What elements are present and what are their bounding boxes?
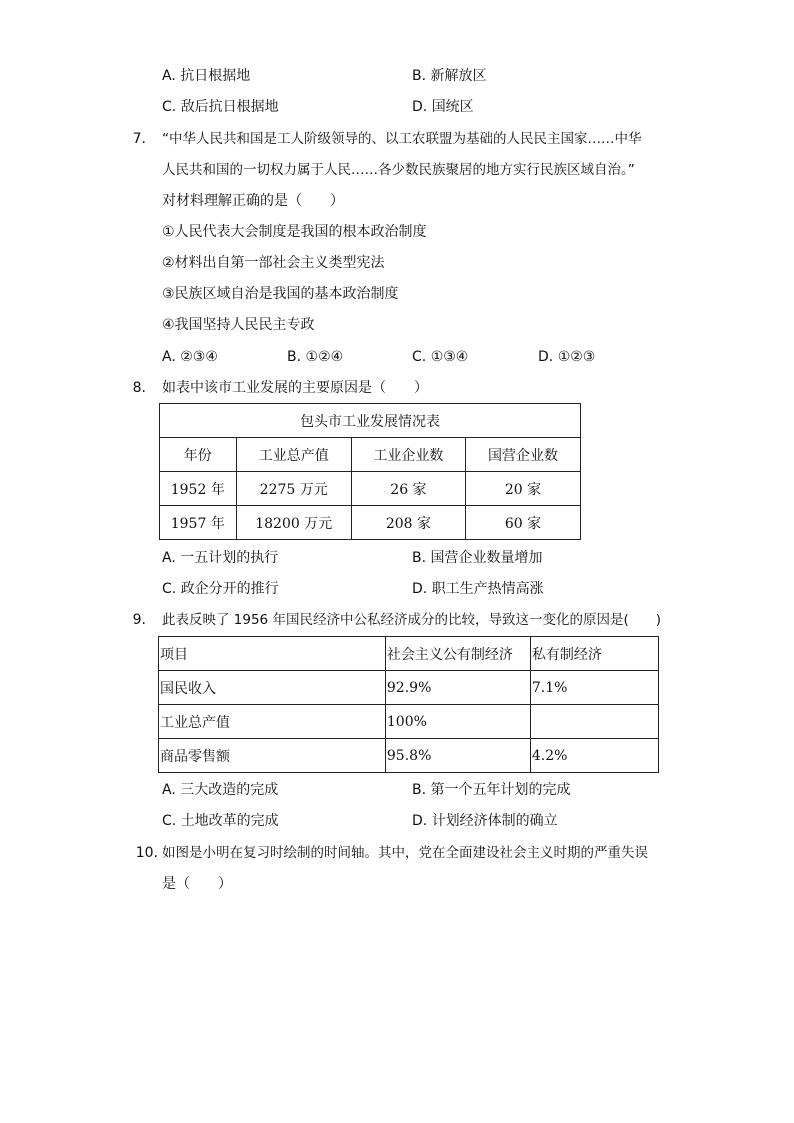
q6-option-b[interactable]: B. 新解放区 [412, 68, 487, 84]
q7-statement-1: ①人民代表大会制度是我国的根本政治制度 [162, 224, 427, 240]
q9-table [158, 636, 659, 773]
q7-option-b[interactable]: B. ①②④ [287, 349, 344, 365]
q8-table-title: 包头市工业发展情况表 [160, 404, 581, 438]
table-row [159, 671, 659, 705]
q8-table-header: 工业总产值 [236, 438, 351, 472]
table-cell: 95.8% [385, 739, 530, 773]
q9-option-c[interactable]: C. 土地改革的完成 [162, 813, 279, 829]
q7-statement-3: ③民族区域自治是我国的基本政治制度 [162, 286, 399, 302]
q8-table-header: 国营企业数 [465, 438, 580, 472]
q10-stem-line-1: 如图是小明在复习时绘制的时间轴。其中，党在全面建设社会主义时期的严重失误 [162, 845, 648, 861]
q7-stem-line-1: “中华人民共和国是工人阶级领导的、以工农联盟为基础的人民民主国家……中华 [162, 131, 642, 147]
table-row [160, 472, 581, 506]
q6-option-c[interactable]: C. 敌后抗日根据地 [162, 99, 279, 115]
table-cell: 7.1% [530, 671, 658, 705]
table-row [159, 739, 659, 773]
q9-table-header: 私有制经济 [530, 637, 658, 671]
q7-statement-2: ②材料出自第一部社会主义类型宪法 [162, 255, 385, 271]
q8-option-c[interactable]: C. 政企分开的推行 [162, 581, 279, 597]
table-cell: 4.2% [530, 739, 658, 773]
table-cell: 60 家 [465, 506, 580, 540]
table-row [160, 506, 581, 540]
table-cell: 工业总产值 [159, 705, 386, 739]
q6-option-d[interactable]: D. 国统区 [412, 99, 474, 115]
table-cell: 92.9% [385, 671, 530, 705]
table-row [159, 705, 659, 739]
table-cell: 26 家 [351, 472, 465, 506]
q9-option-d[interactable]: D. 计划经济体制的确立 [412, 813, 558, 829]
table-cell: 18200 万元 [236, 506, 351, 540]
q9-option-a[interactable]: A. 三大改造的完成 [162, 782, 279, 798]
table-cell: 商品零售额 [159, 739, 386, 773]
q7-number: 7. [132, 131, 146, 147]
q9-stem: 此表反映了 1956 年国民经济中公私经济成分的比较，导致这一变化的原因是( ) [162, 612, 661, 628]
q8-option-d[interactable]: D. 职工生产热情高涨 [412, 581, 544, 597]
table-cell [530, 705, 658, 739]
q9-option-b[interactable]: B. 第一个五年计划的完成 [412, 782, 571, 798]
q8-number: 8. [132, 380, 146, 396]
q8-stem: 如表中该市工业发展的主要原因是（ ） [162, 380, 428, 396]
table-cell: 1957 年 [160, 506, 237, 540]
table-cell: 1952 年 [160, 472, 237, 506]
q7-option-c[interactable]: C. ①③④ [412, 349, 469, 365]
q10-stem-line-2: 是（ ） [162, 876, 232, 892]
q8-table [159, 403, 581, 540]
table-cell: 20 家 [465, 472, 580, 506]
table-cell: 2275 万元 [236, 472, 351, 506]
table-cell: 国民收入 [159, 671, 386, 705]
q9-table-header: 社会主义公有制经济 [385, 637, 530, 671]
q9-number: 9. [132, 612, 146, 628]
q8-table-header: 工业企业数 [351, 438, 465, 472]
q9-table-header: 项目 [159, 637, 386, 671]
q8-table-header: 年份 [160, 438, 237, 472]
q7-option-d[interactable]: D. ①②③ [538, 349, 596, 365]
table-cell: 208 家 [351, 506, 465, 540]
table-cell: 100% [385, 705, 530, 739]
q7-option-a[interactable]: A. ②③④ [162, 349, 218, 365]
q10-number: 10. [135, 845, 158, 861]
q8-option-a[interactable]: A. 一五计划的执行 [162, 550, 279, 566]
q7-stem-line-3: 对材料理解正确的是（ ） [162, 193, 344, 209]
q7-stem-line-2: 人民共和国的一切权力属于人民……各少数民族聚居的地方实行民族区域自治。” [162, 162, 635, 178]
q7-statement-4: ④我国坚持人民民主专政 [162, 317, 315, 333]
q6-option-a[interactable]: A. 抗日根据地 [162, 68, 251, 84]
q8-option-b[interactable]: B. 国营企业数量增加 [412, 550, 543, 566]
